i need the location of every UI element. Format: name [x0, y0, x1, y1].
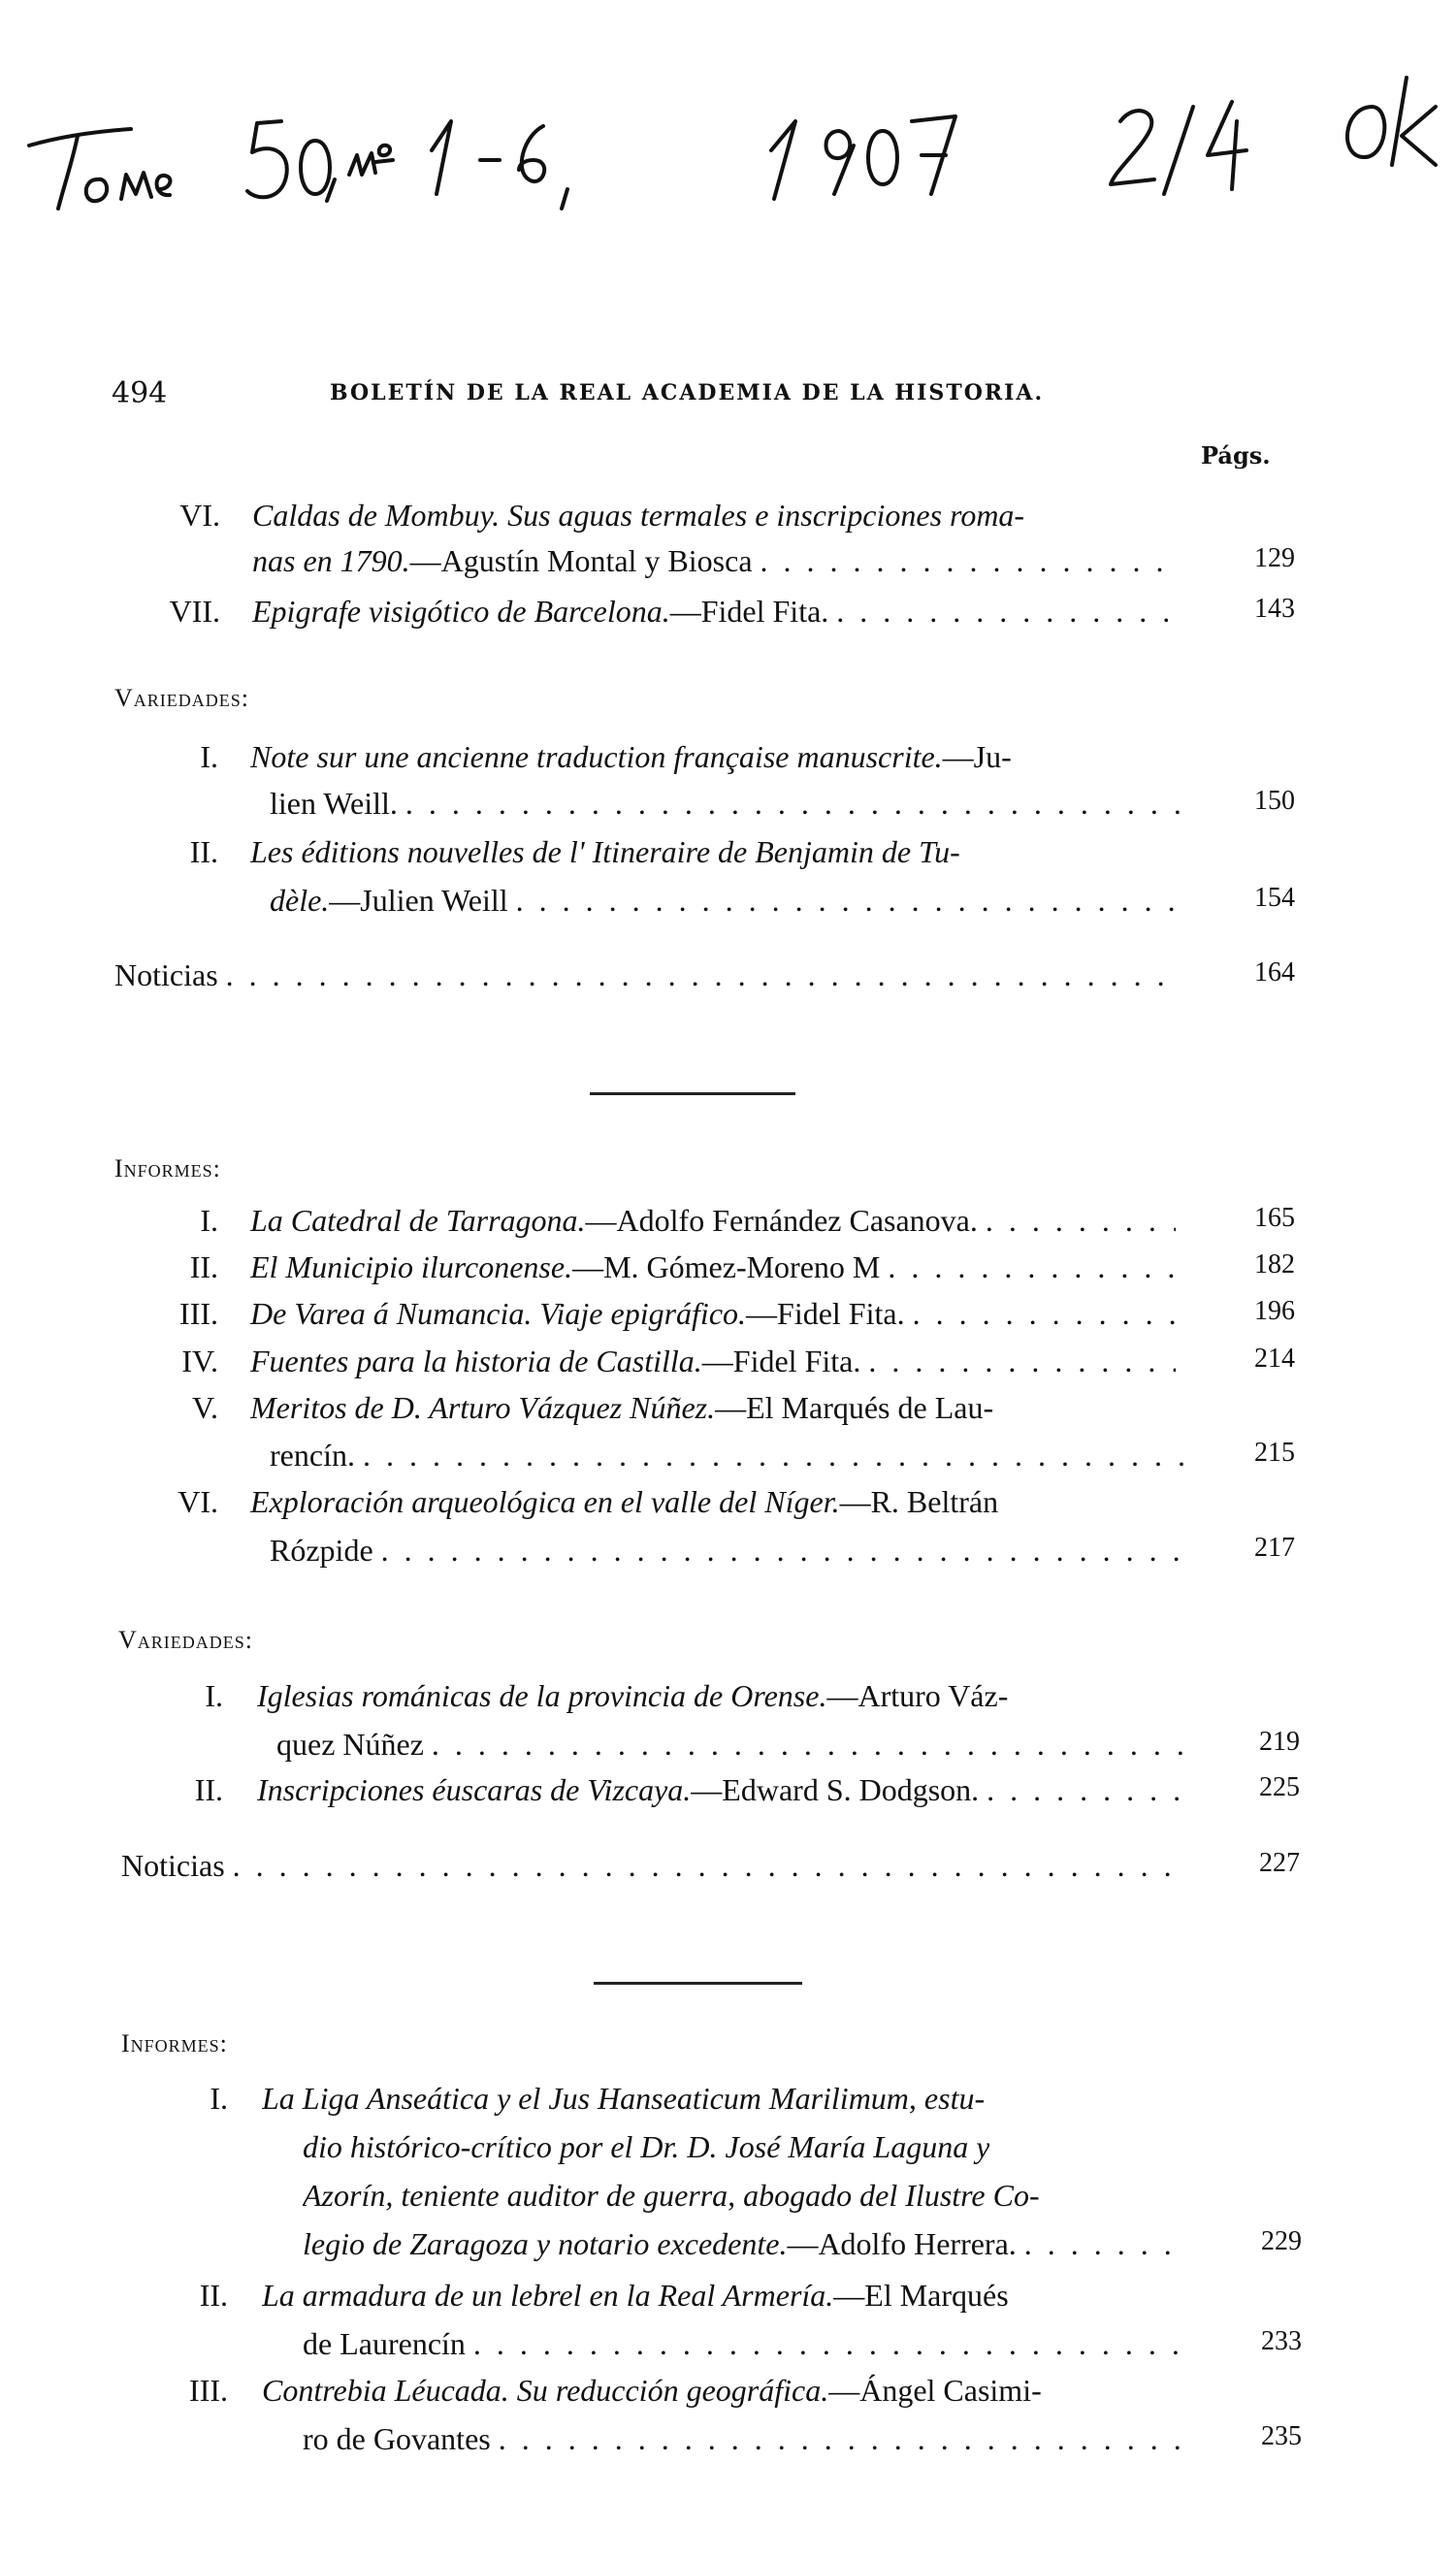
entry-numeral: III. — [189, 2373, 228, 2408]
toc-entry — [165, 2081, 1280, 2123]
entry-page: 227 — [1259, 1848, 1300, 1878]
entry-title: La Liga Anseática y el Jus Hanseaticum Marilimum, estu- — [262, 2081, 986, 2116]
entry-author-cont: rencín. — [270, 1438, 355, 1473]
leader-dots — [473, 2326, 1187, 2362]
entry-title: Inscripciones éuscaras de Vizcaya. — [257, 1772, 692, 1807]
entry-author: —Adolfo Fernández Casanova. — [585, 1203, 978, 1238]
toc-entry — [155, 1203, 1295, 1246]
toc-entry — [155, 739, 1295, 782]
entry-author: —Adolfo Herrera. — [787, 2226, 1017, 2261]
entry-numeral: I. — [210, 2081, 228, 2116]
entry-author: —Ángel Casimi- — [828, 2373, 1042, 2408]
entry-numeral: IV. — [181, 1344, 218, 1378]
toc-entry — [160, 498, 1295, 540]
leader-dots — [499, 2421, 1187, 2457]
toc-entry-continuation — [303, 2178, 1302, 2220]
toc-entry — [165, 2278, 1302, 2320]
toc-entry — [155, 1296, 1295, 1339]
toc-entry-continuation — [270, 786, 1295, 828]
toc-entry-continuation — [303, 2129, 1302, 2172]
entry-title: La armadura de un lebrel en la Real Armería. — [262, 2278, 834, 2313]
leader-dots — [987, 1772, 1182, 1808]
entry-author: —Agustín Montal y Biosca — [409, 543, 753, 578]
entry-page: 233 — [1261, 2326, 1302, 2356]
entry-page: 219 — [1259, 1727, 1300, 1757]
entry-title-cont: dio histórico-crítico por el Dr. D. José María Laguna y — [303, 2129, 990, 2164]
section-label-variedades: Variedades: — [118, 1626, 253, 1654]
toc-entry — [155, 1344, 1295, 1386]
entry-author-cont: quez Núñez — [276, 1727, 424, 1762]
entry-numeral: II. — [189, 1249, 218, 1284]
entry-author-cont: lien Weill. — [270, 786, 398, 821]
entry-page: 235 — [1261, 2421, 1302, 2451]
entry-numeral: II. — [199, 2278, 228, 2313]
leader-dots — [913, 1296, 1176, 1332]
section-divider — [590, 1092, 795, 1095]
entry-page: 225 — [1259, 1772, 1300, 1802]
entry-numeral: II. — [194, 1772, 223, 1807]
entry-author-cont: de Laurencín — [303, 2326, 466, 2361]
toc-entry — [155, 1484, 1295, 1527]
entry-page: 229 — [1261, 2226, 1302, 2256]
noticias-label: Noticias — [114, 957, 218, 992]
toc-entry — [160, 1772, 1300, 1815]
entry-numeral: II. — [189, 834, 218, 869]
pags-column-header: Págs. — [1201, 441, 1271, 470]
toc-entry-continuation — [270, 883, 1295, 925]
toc-entry-noticias — [114, 957, 1295, 1000]
toc-entry — [155, 834, 1295, 877]
toc-entry-continuation — [303, 2226, 1302, 2269]
leader-dots — [363, 1438, 1183, 1474]
entry-title: Contrebia Léucada. Su reducción geográfica. — [262, 2373, 829, 2408]
entry-title: Note sur une ancienne traduction française manuscrite. — [250, 739, 943, 774]
leader-dots — [888, 1249, 1176, 1285]
entry-title: Epigrafe visigótico de Barcelona. — [252, 594, 670, 629]
entry-author: —Fidel Fita. — [701, 1344, 861, 1378]
entry-page: 164 — [1254, 957, 1295, 988]
entry-page: 214 — [1254, 1344, 1295, 1374]
page-number: 494 — [112, 376, 168, 410]
entry-author: —M. Gómez-Moreno M — [572, 1249, 881, 1284]
leader-dots — [836, 594, 1176, 630]
section-label-informes: Informes: — [114, 1154, 221, 1182]
entry-title: Caldas de Mombuy. Sus aguas termales e inscripciones roma- — [252, 498, 1025, 533]
entry-author: —Arturo Váz- — [826, 1678, 1009, 1713]
entry-page: 143 — [1254, 594, 1295, 624]
toc-entry-continuation — [270, 1533, 1295, 1575]
entry-page: 217 — [1254, 1533, 1295, 1563]
entry-page: 196 — [1254, 1296, 1295, 1326]
toc-entry — [160, 1678, 1300, 1721]
entry-author: —El Marqués — [833, 2278, 1009, 2313]
entry-author: —Edward S. Dodgson. — [691, 1772, 980, 1807]
toc-entry-continuation — [252, 543, 1295, 586]
entry-author: —El Marqués de Lau- — [715, 1390, 994, 1425]
toc-entry — [155, 1390, 1295, 1433]
entry-page: 182 — [1254, 1249, 1295, 1280]
entry-numeral: I. — [205, 1678, 223, 1713]
toc-entry — [155, 1249, 1295, 1292]
entry-numeral: VI. — [179, 498, 220, 533]
section-divider — [594, 1982, 802, 1985]
entry-title: Les éditions nouvelles de l' Itineraire de Benjamin de Tu- — [250, 834, 960, 869]
entry-page: 165 — [1254, 1203, 1295, 1233]
entry-numeral: I. — [200, 1203, 218, 1238]
entry-numeral: I. — [200, 739, 218, 774]
entry-title: De Varea á Numancia. Viaje epigráfico. — [250, 1296, 747, 1331]
toc-entry-continuation — [303, 2421, 1302, 2464]
toc-entry-continuation — [270, 1438, 1295, 1480]
leader-dots — [233, 1848, 1181, 1884]
entry-title: La Catedral de Tarragona. — [250, 1203, 586, 1238]
leader-dots — [986, 1203, 1176, 1239]
entry-page: 150 — [1254, 786, 1295, 816]
entry-title: Meritos de D. Arturo Vázquez Núñez. — [250, 1390, 716, 1425]
toc-entry-continuation — [276, 1727, 1300, 1769]
entry-title-cont: legio de Zaragoza y notario excedente. — [303, 2226, 788, 2261]
entry-author-cont: ro de Govantes — [303, 2421, 491, 2456]
entry-author: —Fidel Fita. — [669, 594, 829, 629]
entry-page: 215 — [1254, 1438, 1295, 1468]
toc-entry — [165, 2373, 1302, 2415]
entry-title: Iglesias románicas de la provincia de Orense. — [257, 1678, 827, 1713]
journal-title: BOLETÍN DE LA REAL ACADEMIA DE LA HISTORIA. — [330, 380, 1045, 405]
entry-page: 154 — [1254, 883, 1295, 913]
leader-dots — [381, 1533, 1183, 1569]
handwritten-note — [24, 53, 1440, 218]
entry-author: —R. Beltrán — [839, 1484, 999, 1519]
section-label-variedades: Variedades: — [114, 684, 249, 712]
leader-dots — [760, 543, 1166, 579]
toc-entry — [150, 594, 1295, 636]
entry-title: Exploración arqueológica en el valle del Níger. — [250, 1484, 840, 1519]
running-head — [112, 376, 1295, 415]
toc-entry-noticias — [121, 1848, 1300, 1891]
entry-title-cont: nas en 1790. — [252, 543, 410, 578]
entry-page: 129 — [1254, 543, 1295, 573]
entry-author: —Fidel Fita. — [746, 1296, 905, 1331]
entry-numeral: VI. — [178, 1484, 218, 1519]
entry-title: El Municipio ilurconense. — [250, 1249, 573, 1284]
leader-dots — [405, 786, 1183, 822]
entry-author: —Ju- — [942, 739, 1012, 774]
entry-numeral: III. — [179, 1296, 218, 1331]
leader-dots — [868, 1344, 1176, 1379]
leader-dots — [226, 957, 1174, 993]
entry-title-cont: Azorín, teniente auditor de guerra, abogado del Ilustre Co- — [303, 2178, 1040, 2213]
toc-entry-continuation — [303, 2326, 1302, 2369]
noticias-label: Noticias — [121, 1848, 225, 1883]
entry-author: —Julien Weill — [329, 883, 508, 918]
entry-numeral: V. — [192, 1390, 218, 1425]
section-label-informes: Informes: — [121, 2029, 228, 2057]
entry-title-cont: dèle. — [270, 883, 330, 918]
entry-author-cont: Rózpide — [270, 1533, 373, 1568]
leader-dots — [1024, 2226, 1187, 2262]
leader-dots — [432, 1727, 1190, 1763]
entry-numeral: VII. — [169, 594, 220, 629]
entry-title: Fuentes para la historia de Castilla. — [250, 1344, 702, 1378]
leader-dots — [516, 883, 1183, 919]
